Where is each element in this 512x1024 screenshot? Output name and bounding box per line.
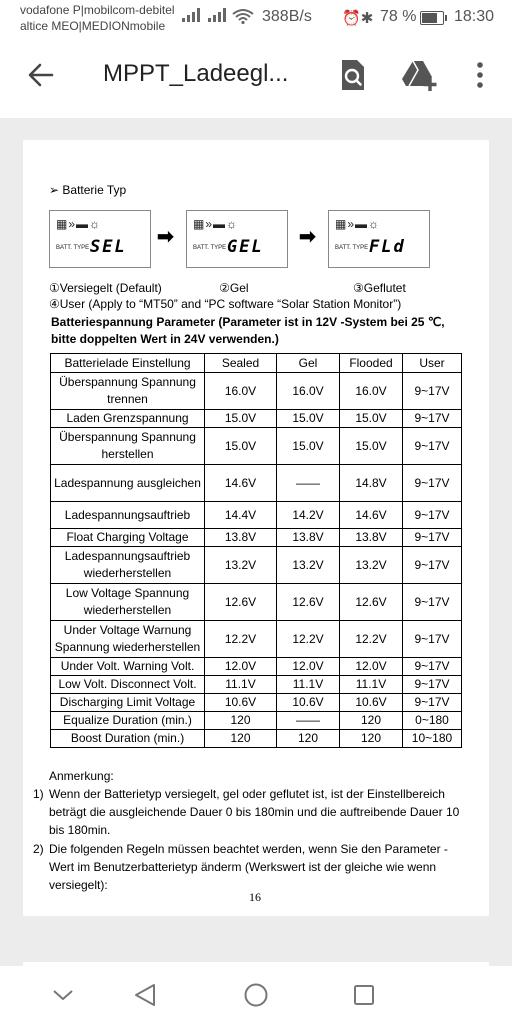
navigation-bar [0, 966, 512, 1024]
table-row [51, 676, 462, 694]
parameter-table [50, 353, 462, 748]
lcd-panel-flooded [328, 210, 430, 268]
page-number: 16 [249, 890, 261, 904]
note-1 [33, 785, 473, 839]
table-row [51, 621, 462, 658]
table-cell: —— [277, 712, 340, 730]
table-cell: 13.2V [340, 547, 403, 584]
table-cell: 15.0V [277, 428, 340, 465]
table-cell: 10.6V [340, 694, 403, 712]
table-cell: 12.6V [205, 584, 277, 621]
table-row [51, 584, 462, 621]
carrier-line-2: altice MEO|MEDIONmobile [20, 19, 166, 33]
network-speed: 388B/s [262, 8, 312, 25]
table-cell: 12.2V [205, 621, 277, 658]
notes-heading: Anmerkung: [49, 769, 114, 783]
table-cell: Ladespannung ausgleichen [51, 465, 205, 502]
table-cell: Ladespannungsauftrieb wiederherstellen [51, 547, 205, 584]
table-row [51, 658, 462, 676]
table-cell: 13.2V [277, 547, 340, 584]
table-cell: 9~17V [403, 410, 462, 428]
battery-percentage: 78 % [380, 8, 417, 25]
note-2 [33, 840, 473, 894]
table-cell: 14.2V [277, 502, 340, 529]
table-cell: 13.8V [340, 529, 403, 547]
table-cell: Überspannung Spannung herstellen [51, 428, 205, 465]
table-cell: 9~17V [403, 529, 462, 547]
table-cell: 11.1V [277, 676, 340, 694]
lcd-label: BATT. TYPE [56, 245, 90, 251]
table-header: Flooded [340, 354, 403, 373]
carrier-line-1: vodafone P|mobilcom-debitel [20, 3, 175, 17]
table-cell: 9~17V [403, 428, 462, 465]
add-to-drive-icon[interactable] [402, 58, 438, 92]
table-row [51, 410, 462, 428]
table-cell: Low Voltage Spannung wiederherstellen [51, 584, 205, 621]
table-row [51, 529, 462, 547]
signal-icon [208, 8, 226, 22]
table-cell: 15.0V [205, 410, 277, 428]
alarm-icon: ⏰ [342, 10, 361, 27]
table-cell: Laden Grenzspannung [51, 410, 205, 428]
table-cell: 9~17V [403, 658, 462, 676]
lcd-diagram [49, 210, 464, 272]
status-icons [342, 9, 373, 27]
wifi-icon [232, 8, 254, 24]
signal-icon [182, 8, 200, 22]
lcd-panel-gel [186, 210, 288, 268]
table-cell: 13.8V [277, 529, 340, 547]
table-cell: 16.0V [205, 373, 277, 410]
table-cell: 14.6V [340, 502, 403, 529]
table-cell: 14.8V [340, 465, 403, 502]
table-cell: 15.0V [277, 410, 340, 428]
table-header: User [403, 354, 462, 373]
table-cell: 120 [277, 730, 340, 748]
lcd-icons: ▦»▬☼ [56, 217, 102, 231]
lcd-icons: ▦»▬☼ [193, 217, 239, 231]
table-cell: 9~17V [403, 694, 462, 712]
table-cell: 10.6V [205, 694, 277, 712]
note-text: Die folgenden Regeln müssen beachtet werden, wenn Sie den Parameter - Wert im Benutzerbatterietyp änderm (Werkswert ist der gleiche wie wenn versiegelt): [49, 842, 448, 892]
table-cell: Boost Duration (min.) [51, 730, 205, 748]
section-heading-text: Batterie Typ [62, 183, 127, 197]
battery-fill [422, 13, 437, 23]
app-bar [0, 36, 512, 118]
search-document-icon[interactable] [338, 58, 368, 92]
pdf-page [23, 140, 489, 916]
table-cell: Überspannung Spannung trennen [51, 373, 205, 410]
bluetooth-icon: ✱ [360, 10, 374, 27]
back-arrow-icon[interactable] [26, 60, 56, 90]
table-cell: Ladespannungsauftrieb [51, 502, 205, 529]
back-triangle-icon[interactable] [130, 980, 160, 1010]
table-cell: 12.6V [277, 584, 340, 621]
table-cell: 0~180 [403, 712, 462, 730]
table-cell: 13.8V [205, 529, 277, 547]
table-cell: 9~17V [403, 465, 462, 502]
table-cell: 13.2V [205, 547, 277, 584]
table-cell: 15.0V [340, 428, 403, 465]
option-sealed: ①Versiegelt (Default) [49, 281, 162, 295]
table-cell: 9~17V [403, 373, 462, 410]
lcd-icons: ▦»▬☼ [335, 217, 381, 231]
table-cell: 12.0V [205, 658, 277, 676]
table-cell: 9~17V [403, 502, 462, 529]
clock: 18:30 [454, 8, 495, 25]
status-bar [0, 0, 512, 36]
table-cell: 10.6V [277, 694, 340, 712]
table-cell: 12.0V [340, 658, 403, 676]
table-cell: 15.0V [340, 410, 403, 428]
table-cell: 11.1V [340, 676, 403, 694]
table-cell: 16.0V [340, 373, 403, 410]
more-vert-icon[interactable] [470, 60, 490, 90]
lcd-value: FLd [369, 237, 406, 257]
table-cell: Under Volt. Warning Volt. [51, 658, 205, 676]
table-row [51, 373, 462, 410]
lcd-label: BATT. TYPE [193, 245, 227, 251]
table-cell: Float Charging Voltage [51, 529, 205, 547]
option-flooded: ③Geflutet [353, 281, 406, 295]
section-heading: ➢ Batterie Typ [49, 183, 127, 197]
table-header: Sealed [205, 354, 277, 373]
table-cell: 10~180 [403, 730, 462, 748]
table-cell: 9~17V [403, 547, 462, 584]
note-number: 1) [33, 787, 44, 801]
table-header: Gel [277, 354, 340, 373]
table-row [51, 547, 462, 584]
lcd-panel-sealed [49, 210, 151, 268]
arrow-right-icon: ➡ [299, 226, 316, 248]
table-cell: 120 [340, 730, 403, 748]
table-cell: 12.2V [340, 621, 403, 658]
table-cell: Under Voltage Warnung Spannung wiederherstellen [51, 621, 205, 658]
table-cell: 120 [340, 712, 403, 730]
table-header: Batterielade Einstellung [51, 354, 205, 373]
table-cell: 120 [205, 730, 277, 748]
table-cell: Low Volt. Disconnect Volt. [51, 676, 205, 694]
table-cell: 11.1V [205, 676, 277, 694]
battery-icon [420, 11, 444, 25]
table-cell: Equalize Duration (min.) [51, 712, 205, 730]
table-cell: 16.0V [277, 373, 340, 410]
table-cell: 9~17V [403, 621, 462, 658]
table-row [51, 730, 462, 748]
table-cell: 12.2V [277, 621, 340, 658]
table-row [51, 694, 462, 712]
table-cell: 14.6V [205, 465, 277, 502]
note-text: Wenn der Batterietyp versiegelt, gel oder geflutet ist, ist der Einstellbereich beträgt die ausgleichende Dauer 0 bis 180min und die auftreibende Dauer 10 bis 180min. [49, 787, 460, 837]
hide-keyboard-icon[interactable] [48, 980, 78, 1010]
table-cell: 14.4V [205, 502, 277, 529]
note-number: 2) [33, 842, 44, 856]
option-user: ④User (Apply to “MT50” and “PC software “Solar Station Monitor”) [49, 297, 402, 311]
home-circle-icon[interactable] [241, 980, 271, 1010]
table-header-row [51, 354, 462, 373]
parameter-heading: Batteriespannung Parameter (Parameter ist in 12V -System bei 25 ℃, bitte doppelten Wert in 24V verwenden.) [51, 315, 445, 346]
lcd-value: SEL [90, 237, 127, 257]
lcd-value: GEL [227, 237, 264, 257]
table-row [51, 712, 462, 730]
table-cell: 120 [205, 712, 277, 730]
table-cell: —— [277, 465, 340, 502]
lcd-label: BATT. TYPE [335, 245, 369, 251]
table-row [51, 465, 462, 502]
recents-square-icon[interactable] [349, 980, 379, 1010]
table-row [51, 502, 462, 529]
table-cell: Discharging Limit Voltage [51, 694, 205, 712]
battery-type-options [49, 281, 249, 295]
table-cell: 9~17V [403, 584, 462, 621]
option-gel: ②Gel [219, 281, 249, 295]
table-cell: 12.0V [277, 658, 340, 676]
arrow-right-icon: ➡ [157, 226, 174, 248]
table-cell: 12.6V [340, 584, 403, 621]
table-cell: 15.0V [205, 428, 277, 465]
document-title: MPPT_Ladeegl... [103, 60, 289, 87]
table-cell: 9~17V [403, 676, 462, 694]
table-row [51, 428, 462, 465]
